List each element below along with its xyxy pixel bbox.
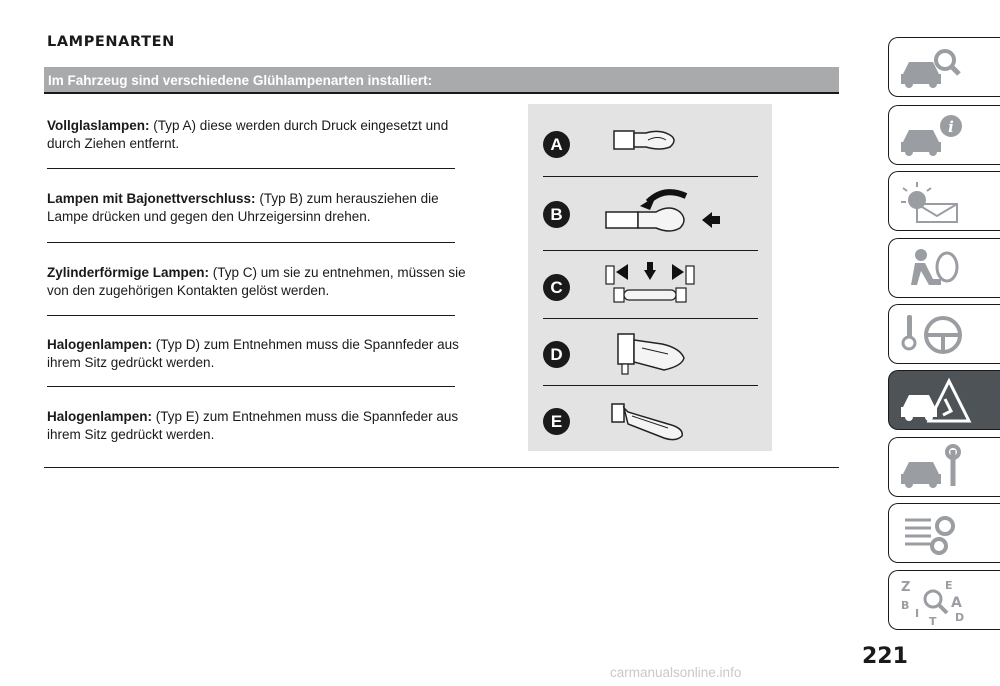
car-wrench-icon xyxy=(897,444,967,492)
figure-letter-a: A xyxy=(543,131,570,158)
tab-starting-driving[interactable] xyxy=(888,304,1000,364)
festoon-bulb-icon xyxy=(598,258,698,313)
tab-car-info[interactable] xyxy=(888,105,1000,165)
figure-letter-b: B xyxy=(543,201,570,228)
entry-type-e xyxy=(47,408,467,444)
divider xyxy=(47,315,455,316)
figure-divider xyxy=(543,385,758,386)
svg-text:Z: Z xyxy=(901,580,911,595)
divider xyxy=(47,168,455,169)
warning-light-message-icon xyxy=(897,178,967,226)
entry-label: Vollglaslampen: xyxy=(47,118,150,133)
entry-label: Lampen mit Bajonettverschluss: xyxy=(47,191,256,206)
divider xyxy=(47,386,455,387)
svg-text:B: B xyxy=(901,599,910,612)
svg-text:I: I xyxy=(915,607,920,620)
lamp-types-figure xyxy=(528,104,772,451)
car-info-icon xyxy=(897,112,967,160)
divider xyxy=(47,242,455,243)
entry-text: (Typ B) zum herausziehen die Lampe drücken und gegen den Uhrzeigersinn drehen. xyxy=(47,191,439,224)
entry-label: Halogenlampen: xyxy=(47,337,153,352)
steering-wheel-key-icon xyxy=(897,311,967,359)
wedge-bulb-icon xyxy=(598,119,688,164)
bottom-divider xyxy=(44,467,839,468)
entry-type-a xyxy=(47,117,467,153)
tab-maintenance[interactable] xyxy=(888,437,1000,497)
tab-index[interactable] xyxy=(888,570,1000,630)
chapter-tabs xyxy=(848,0,965,686)
entry-type-d xyxy=(47,336,467,372)
figure-letter-c: C xyxy=(543,274,570,301)
car-search-icon xyxy=(897,44,967,92)
figure-divider xyxy=(543,250,758,251)
svg-text:D: D xyxy=(955,611,965,624)
page-title: LAMPENARTEN xyxy=(47,34,175,50)
entry-text: (Typ A) diese werden durch Druck eingesetzt und durch Ziehen entfernt. xyxy=(47,118,449,151)
halogen-h7-bulb-icon xyxy=(598,326,698,384)
figure-divider xyxy=(543,176,758,177)
entry-label: Zylinderförmige Lampen: xyxy=(47,265,210,280)
entry-label: Halogenlampen: xyxy=(47,409,153,424)
specs-gears-icon xyxy=(897,510,967,558)
bayonet-bulb-icon xyxy=(598,182,728,244)
figure-divider xyxy=(543,318,758,319)
section-subheading xyxy=(44,67,839,94)
watermark: carmanualsonline.info xyxy=(610,665,742,680)
figure-letter-d: D xyxy=(543,341,570,368)
figure-letter-e: E xyxy=(543,408,570,435)
entry-type-c xyxy=(47,264,467,300)
alphabet-index-search-icon xyxy=(897,577,967,628)
entry-text: (Typ E) zum Entnehmen muss die Spannfeder aus ihrem Sitz gedrückt werden. xyxy=(47,409,459,442)
halogen-h1-bulb-icon xyxy=(598,394,698,446)
tab-warning-lights[interactable] xyxy=(888,171,1000,231)
svg-text:E: E xyxy=(945,579,953,592)
svg-text:i: i xyxy=(948,118,954,136)
airbag-seat-icon xyxy=(897,245,967,293)
svg-text:T: T xyxy=(929,615,937,628)
entry-type-b xyxy=(47,190,467,226)
entry-text: (Typ C) um sie zu entnehmen, müssen sie von den zugehörigen Kontakten gelöst werden. xyxy=(47,265,466,298)
svg-text:A: A xyxy=(951,595,962,611)
page-number: 221 xyxy=(862,644,908,669)
tab-dashboard[interactable] xyxy=(888,37,1000,97)
tab-safety[interactable] xyxy=(888,238,1000,298)
tab-emergency[interactable] xyxy=(888,370,1000,430)
tab-technical-data[interactable] xyxy=(888,503,1000,563)
car-emergency-warning-icon xyxy=(897,377,967,425)
entry-text: (Typ D) zum Entnehmen muss die Spannfeder aus ihrem Sitz gedrückt werden. xyxy=(47,337,459,370)
subheading-text: Im Fahrzeug sind verschiedene Glühlampenarten installiert: xyxy=(48,73,433,88)
